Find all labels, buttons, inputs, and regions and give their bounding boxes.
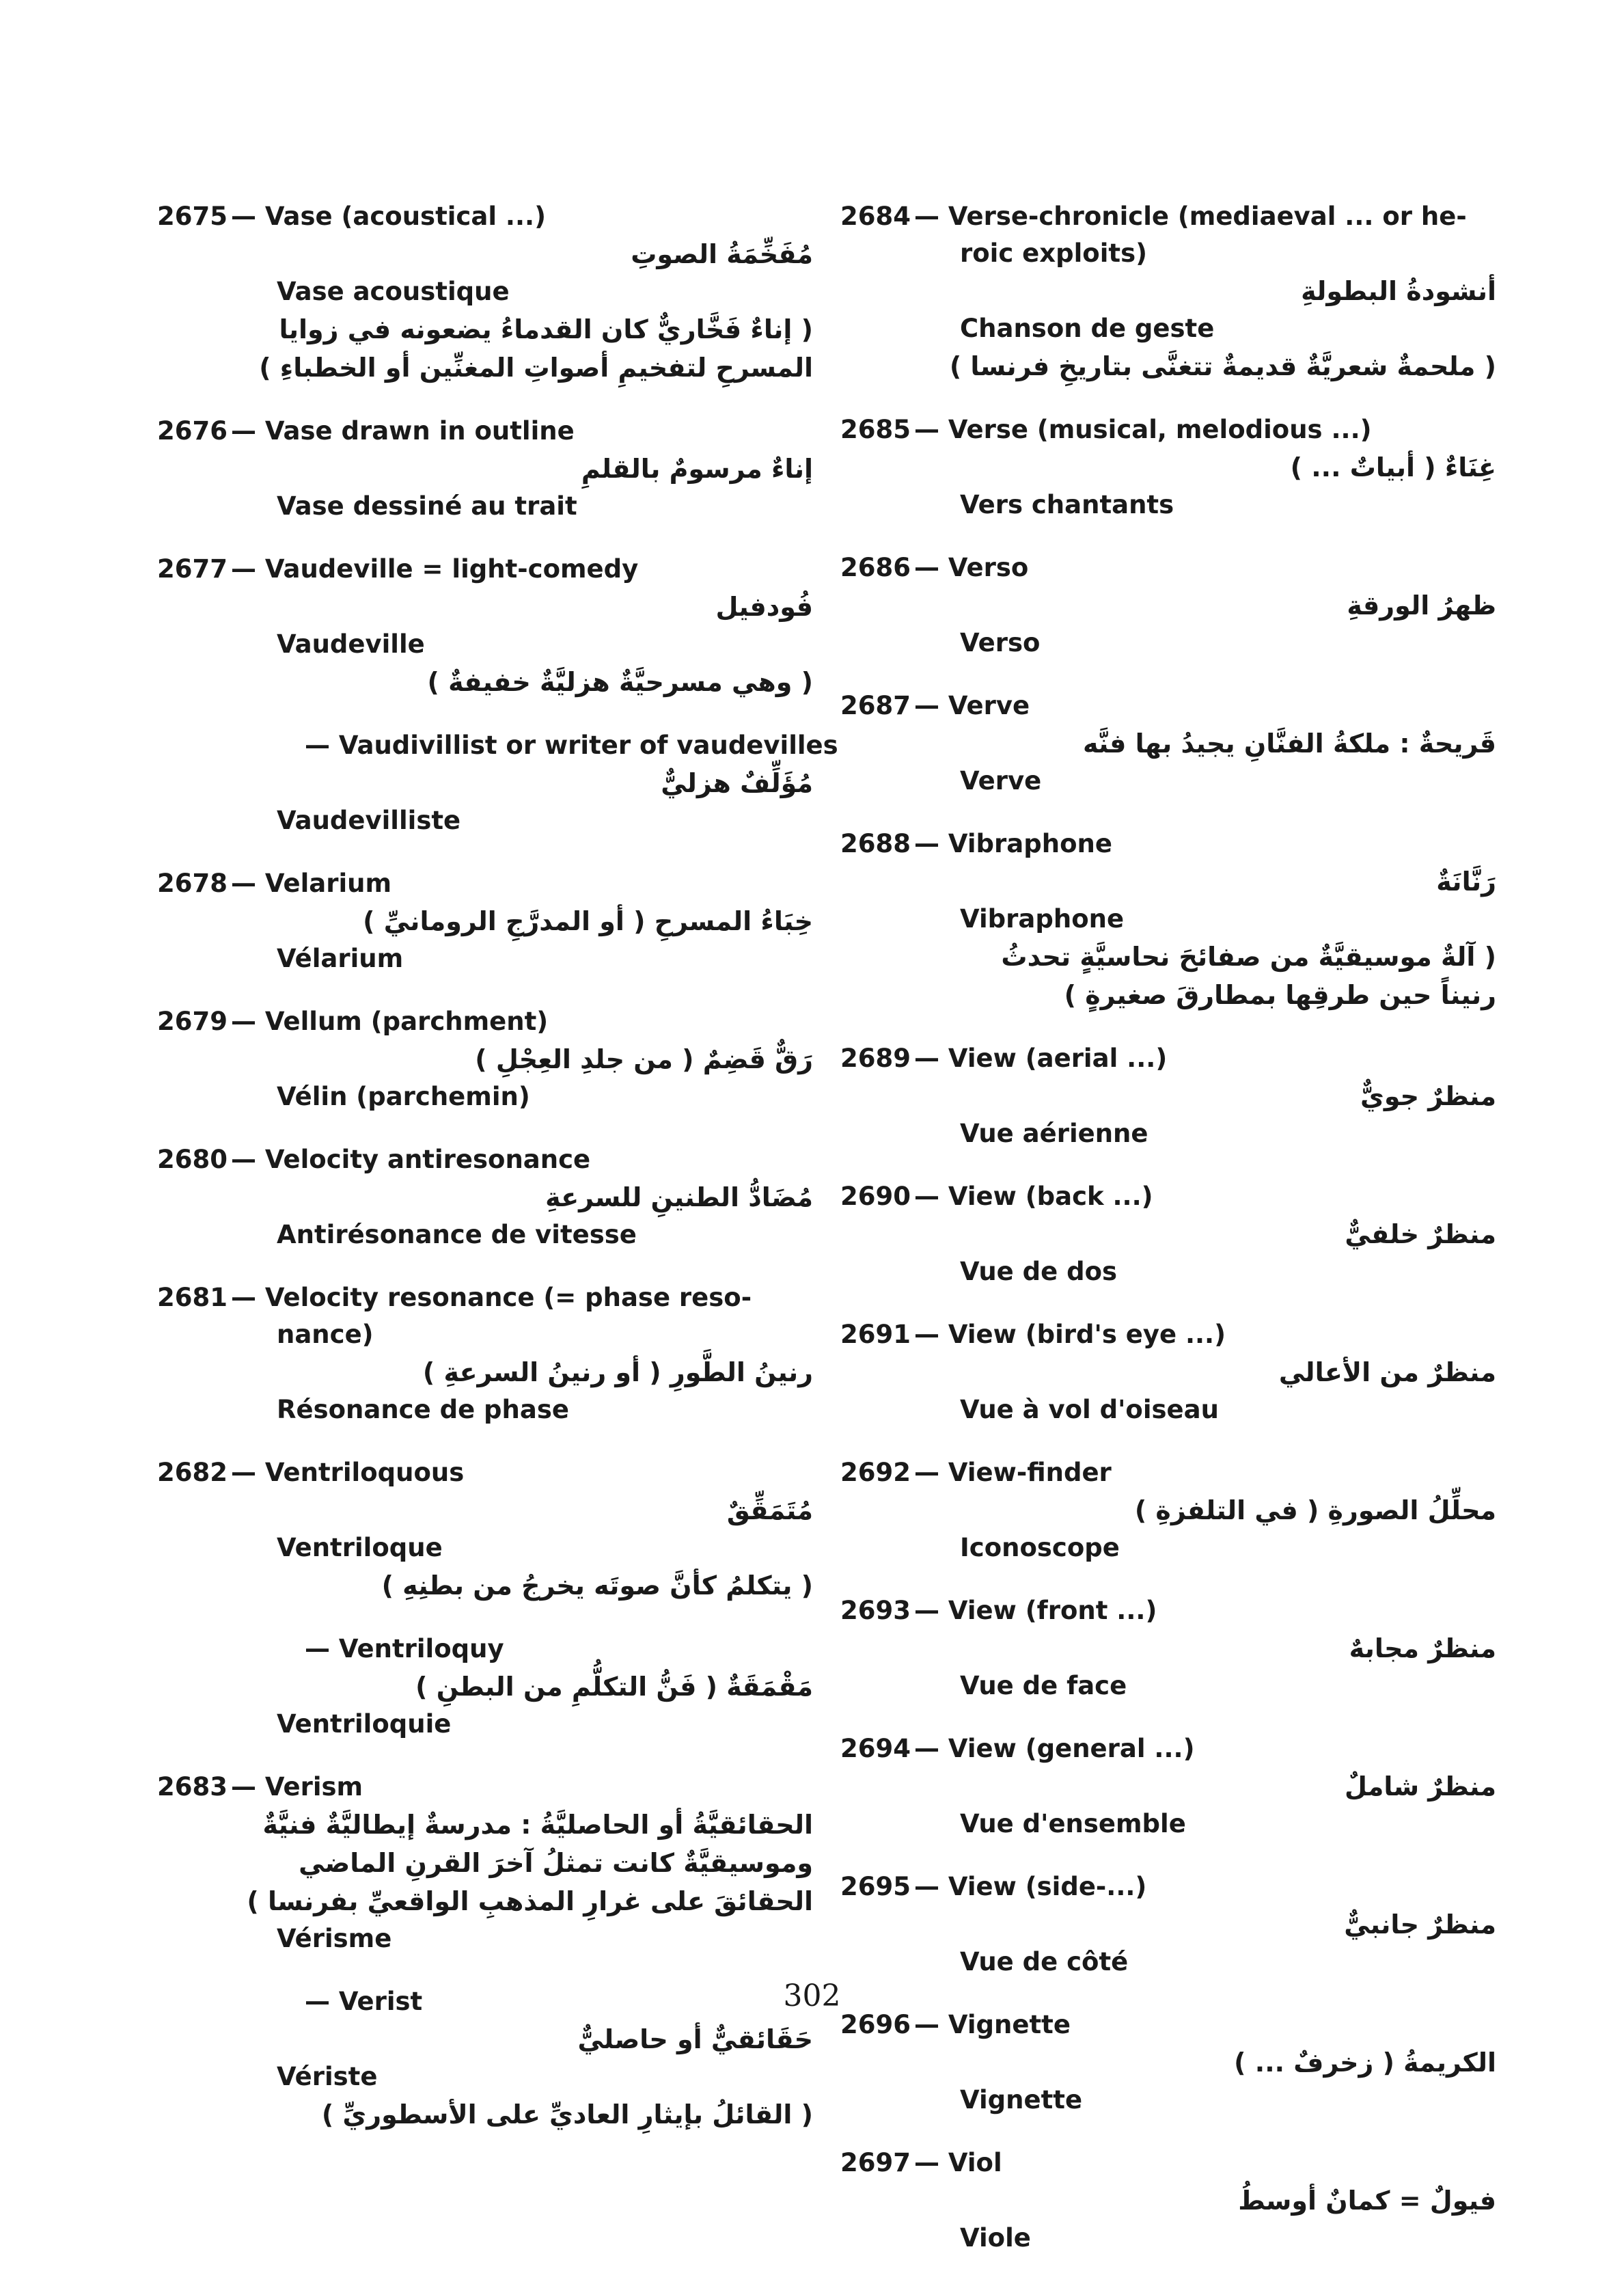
dictionary-entry — [157, 1141, 813, 1253]
entry-number: 2697 — [840, 2148, 911, 2177]
french-translation: Vase acoustique — [277, 277, 510, 306]
arabic-translation: منظرٌ من الأعالي — [1278, 1357, 1496, 1387]
arabic-translation: ظهرُ الورقةِ — [1347, 590, 1496, 621]
arabic-translation: الحقائقيَّةُ أو الحاصليَّةُ : مدرسةٌ إيطاليَّةٌ فنيَّةٌ — [262, 1810, 813, 1840]
entry-term-line — [840, 549, 1496, 586]
entry-term: Vaudivillist or writer of vaudevilles — [338, 731, 838, 760]
entry-number: 2685 — [840, 415, 911, 444]
entry-term-line — [840, 1868, 1496, 1905]
entry-term-line — [840, 235, 1496, 272]
entry-term: Verse-chronicle (mediaeval ... or he- — [948, 202, 1467, 231]
entry-number: 2687 — [840, 691, 911, 720]
entry-dash: — — [914, 1182, 948, 1211]
entry-term: Ventriloquy — [338, 1634, 504, 1663]
entry-term: Velocity antiresonance — [264, 1145, 591, 1174]
entry-term: Vellum (parchment) — [264, 1007, 549, 1036]
dictionary-entry — [840, 1178, 1496, 1290]
entry-dash: — — [305, 1634, 339, 1663]
french-translation: Viole — [960, 2223, 1031, 2253]
entry-number: 2679 — [157, 1007, 228, 1036]
french-translation: Vaudevilliste — [277, 806, 461, 835]
entry-number: 2678 — [157, 869, 228, 898]
entry-term: Velocity resonance (= phase reso- — [264, 1283, 752, 1312]
right-column — [840, 198, 1496, 2283]
entry-dash: — — [914, 1872, 948, 1901]
entry-number: 2684 — [840, 202, 911, 231]
entry-term-line — [157, 1003, 813, 1040]
arabic-translation: قَريحةٌ : ملكةُ الفنَّانِ يجيدُ بها فنَّه — [1082, 729, 1496, 759]
french-translation: Ventriloquie — [277, 1709, 452, 1739]
entry-term: View (bird's eye ...) — [948, 1320, 1226, 1349]
arabic-note: ( آلةٌ موسيقيَّةٌ من صفائحَ نحاسيَّةٍ تحدثُ — [1001, 942, 1496, 972]
dictionary-entry — [157, 1454, 813, 1605]
arabic-note: ( وهي مسرحيَّةٌ هزليَّةٌ خفيفةٌ ) — [427, 667, 813, 697]
entry-number: 2675 — [157, 202, 228, 231]
entry-term-line — [157, 865, 813, 902]
arabic-translation: رنينُ الطَّورِ ( أو رنينُ السرعةِ ) — [422, 1357, 813, 1387]
entry-dash: — — [231, 1283, 265, 1312]
dictionary-entry — [840, 1730, 1496, 1843]
dictionary-entry — [840, 1868, 1496, 1981]
entry-number: 2681 — [157, 1283, 228, 1312]
arabic-translation: منظرٌ جويٌّ — [1360, 1081, 1496, 1111]
entry-term-line — [157, 551, 813, 588]
entry-term-line — [840, 198, 1496, 235]
arabic-translation: خِبَاءُ المسرحِ ( أو المدرَّجِ الرومانيِّ ) — [363, 906, 813, 936]
entry-term: Verist — [338, 1987, 423, 2016]
entry-term-line — [840, 1592, 1496, 1629]
entry-term: Vibraphone — [948, 829, 1112, 858]
entry-number: 2677 — [157, 554, 228, 584]
arabic-translation: مَقْمَقَةٌ ( فَنُّ التكلُّمِ من البطنِ ) — [415, 1672, 813, 1702]
entry-term-line — [157, 1631, 813, 1668]
entry-term-line — [840, 1316, 1496, 1353]
entry-dash: — — [914, 1044, 948, 1073]
arabic-note: المسرحِ لتفخيمِ أصواتِ المغنِّين أو الخطباءِ ) — [259, 353, 813, 383]
dictionary-entry — [840, 549, 1496, 662]
entry-dash: — — [231, 869, 265, 898]
french-translation: Vignette — [960, 2085, 1083, 2115]
entry-term-line — [157, 198, 813, 235]
arabic-translation: منظرٌ شاملٌ — [1344, 1771, 1496, 1802]
entry-dash: — — [914, 2148, 948, 2177]
entry-dash: — — [231, 1458, 265, 1487]
arabic-translation: وموسيقيَّةٌ كانت تمثلُ آخرَ القرنِ الماضي — [299, 1848, 813, 1878]
arabic-translation: منظرٌ خلفيٌّ — [1345, 1219, 1496, 1249]
dictionary-entry — [157, 551, 813, 701]
french-translation: Vers chantants — [960, 490, 1174, 519]
entry-term: View (general ...) — [948, 1734, 1195, 1763]
entry-number: 2696 — [840, 2010, 911, 2039]
french-translation: Vélarium — [277, 944, 404, 973]
french-translation: Vue de face — [960, 1671, 1127, 1700]
dictionary-entry — [840, 688, 1496, 800]
entry-dash: — — [914, 553, 948, 582]
arabic-translation: منظرٌ جانبيٌّ — [1344, 1909, 1496, 1940]
dictionary-entry — [840, 1454, 1496, 1566]
french-translation: Résonance de phase — [277, 1395, 569, 1424]
arabic-note: ( ملحمةٌ شعريَّةٌ قديمةٌ تتغنَّى بتاريخِ فرنسا ) — [949, 351, 1496, 381]
dictionary-entry — [157, 1631, 813, 1743]
arabic-translation: الكريمةُ ( زخرفٌ ... ) — [1234, 2048, 1496, 2078]
left-column — [157, 198, 838, 2160]
arabic-translation: حَقَائقيٌّ أو حاصليٌّ — [577, 2024, 813, 2054]
entry-term: Verse (musical, melodious ...) — [948, 415, 1372, 444]
french-translation: Vibraphone — [960, 904, 1125, 934]
dictionary-entry — [840, 2007, 1496, 2119]
arabic-translation: مُتَمَقِّقٌ — [726, 1495, 813, 1525]
arabic-translation: مُضَادُّ الطنينِ للسرعةِ — [545, 1182, 813, 1212]
entry-dash: — — [914, 1458, 948, 1487]
arabic-note: ( يتكلمُ كأنَّ صوتَه يخرجُ من بطنِهِ ) — [381, 1571, 813, 1601]
entry-term: View (side-...) — [948, 1872, 1147, 1901]
entry-term-line — [157, 1454, 813, 1491]
entry-dash: — — [231, 1007, 265, 1036]
entry-dash: — — [914, 691, 948, 720]
entry-dash: — — [231, 554, 265, 584]
entry-term-line — [157, 1316, 813, 1353]
french-translation: Verso — [960, 628, 1041, 657]
entry-number: 2691 — [840, 1320, 911, 1349]
entry-dash: — — [305, 731, 339, 760]
french-translation: Vériste — [277, 2062, 378, 2091]
entry-dash: — — [914, 415, 948, 444]
dictionary-entry — [157, 865, 813, 977]
entry-term: View (back ...) — [948, 1182, 1153, 1211]
entry-number: 2683 — [157, 1772, 228, 1802]
entry-term-line — [157, 1769, 813, 1806]
entry-number: 2676 — [157, 416, 228, 446]
entry-number: 2690 — [840, 1182, 911, 1211]
entry-term: Verve — [948, 691, 1030, 720]
arabic-translation: رَقٌّ قَضِمٌ ( من جلدِ العِجْلِ ) — [475, 1044, 813, 1074]
dictionary-entry — [157, 1003, 813, 1115]
entry-dash: — — [914, 1320, 948, 1349]
dictionary-entry — [157, 413, 813, 525]
arabic-note: ( القائلُ بإيثارِ العاديِّ على الأسطوريِّ ) — [321, 2099, 813, 2130]
entry-term-line — [840, 1178, 1496, 1215]
entry-dash: — — [231, 202, 265, 231]
french-translation: Vase dessiné au trait — [277, 491, 577, 521]
entry-dash: — — [914, 1596, 948, 1625]
entry-term: Velarium — [264, 869, 392, 898]
dictionary-entry — [840, 1592, 1496, 1704]
arabic-note: ( إناءٌ فَخَّاريٌّ كان القدماءُ يضعونه في زوايا — [279, 314, 813, 344]
entry-term: Vaudeville = light-comedy — [264, 554, 639, 584]
dictionary-entry — [157, 198, 813, 387]
entry-term-line — [840, 1730, 1496, 1767]
arabic-translation: مُؤَلِّفٌ هزليٌّ — [661, 768, 813, 798]
entry-dash: — — [305, 1987, 339, 2016]
arabic-translation: أنشودةُ البطولةِ — [1301, 276, 1496, 306]
dictionary-entry — [840, 198, 1496, 385]
entry-term: Ventriloquous — [264, 1458, 465, 1487]
entry-term: Vignette — [948, 2010, 1071, 2039]
french-translation: Iconoscope — [960, 1533, 1120, 1562]
french-translation: Vue à vol d'oiseau — [960, 1395, 1219, 1424]
dictionary-entry — [840, 1316, 1496, 1428]
entry-term: Viol — [948, 2148, 1002, 2177]
french-translation: Ventriloque — [277, 1533, 443, 1562]
entry-dash: — — [231, 1772, 265, 1802]
french-translation: Vue de dos — [960, 1257, 1118, 1286]
entry-term: Vase drawn in outline — [264, 416, 575, 446]
dictionary-entry — [840, 1040, 1496, 1152]
french-translation: Vue de côté — [960, 1947, 1129, 1976]
entry-number: 2693 — [840, 1596, 911, 1625]
entry-number: 2682 — [157, 1458, 228, 1487]
entry-number: 2680 — [157, 1145, 228, 1174]
french-translation: Vue d'ensemble — [960, 1809, 1186, 1838]
entry-term-line — [157, 1279, 813, 1316]
entry-term: View (front ...) — [948, 1596, 1157, 1625]
french-translation: Verve — [960, 766, 1042, 796]
arabic-translation: فيولٌ = كمانٌ أوسطُ — [1238, 2186, 1496, 2216]
french-translation: Vaudeville — [277, 629, 425, 659]
arabic-translation: إناءٌ مرسومٌ بالقلمِ — [581, 454, 813, 484]
dictionary-entry — [157, 727, 838, 839]
entry-term: Verism — [264, 1772, 363, 1802]
entry-term-line — [840, 1040, 1496, 1077]
entry-term-line — [840, 1454, 1496, 1491]
dictionary-entry — [840, 826, 1496, 1014]
entry-term-line — [840, 826, 1496, 862]
dictionary-entry — [840, 2145, 1496, 2257]
entry-term: View-finder — [948, 1458, 1112, 1487]
entry-term: Vase (acoustical ...) — [264, 202, 546, 231]
entry-number: 2694 — [840, 1734, 911, 1763]
entry-term: Verso — [948, 553, 1029, 582]
french-translation: Chanson de geste — [960, 314, 1215, 343]
dictionary-entry — [157, 1769, 813, 1957]
french-translation: Vue aérienne — [960, 1119, 1148, 1148]
arabic-translation: فُودفيل — [715, 592, 813, 622]
dictionary-entry — [840, 411, 1496, 524]
arabic-translation: مُفَخِّمَةُ الصوتِ — [631, 239, 813, 269]
arabic-translation: غِنَاءٌ ( أبياتٌ ... ) — [1290, 452, 1496, 482]
entry-term-line — [157, 413, 813, 450]
entry-number: 2692 — [840, 1458, 911, 1487]
entry-dash: — — [914, 2010, 948, 2039]
entry-term: nance) — [277, 1320, 374, 1349]
page-number: 302 — [783, 1979, 841, 2013]
entry-number: 2695 — [840, 1872, 911, 1901]
entry-number: 2686 — [840, 553, 911, 582]
entry-term-line — [840, 2145, 1496, 2181]
entry-term-line — [157, 1141, 813, 1178]
french-translation: Vélin (parchemin) — [277, 1082, 530, 1111]
french-translation: Antirésonance de vitesse — [277, 1220, 637, 1249]
arabic-translation: رَنَّانَةٌ — [1436, 867, 1496, 897]
entry-dash: — — [231, 1145, 265, 1174]
entry-number: 2689 — [840, 1044, 911, 1073]
entry-term-line — [157, 727, 838, 764]
entry-dash: — — [914, 202, 948, 231]
arabic-translation: محلِّلُ الصورةِ ( في التلفزةِ ) — [1134, 1495, 1496, 1525]
arabic-note: رنيناً حين طرقِها بمطارقَ صغيرةٍ ) — [1064, 980, 1496, 1010]
entry-dash: — — [914, 1734, 948, 1763]
entry-term: roic exploits) — [960, 239, 1148, 268]
entry-term-line — [840, 688, 1496, 724]
entry-term-line — [840, 411, 1496, 448]
entry-dash: — — [914, 829, 948, 858]
arabic-translation: الحقائقَ على غرارِ المذهبِ الواقعيِّ بفرنسا ) — [247, 1886, 813, 1916]
dictionary-entry — [157, 1279, 813, 1428]
entry-dash: — — [231, 416, 265, 446]
entry-term: View (aerial ...) — [948, 1044, 1168, 1073]
arabic-translation: منظرٌ مجابهٌ — [1349, 1633, 1496, 1663]
french-translation: Vérisme — [277, 1924, 392, 1953]
entry-number: 2688 — [840, 829, 911, 858]
